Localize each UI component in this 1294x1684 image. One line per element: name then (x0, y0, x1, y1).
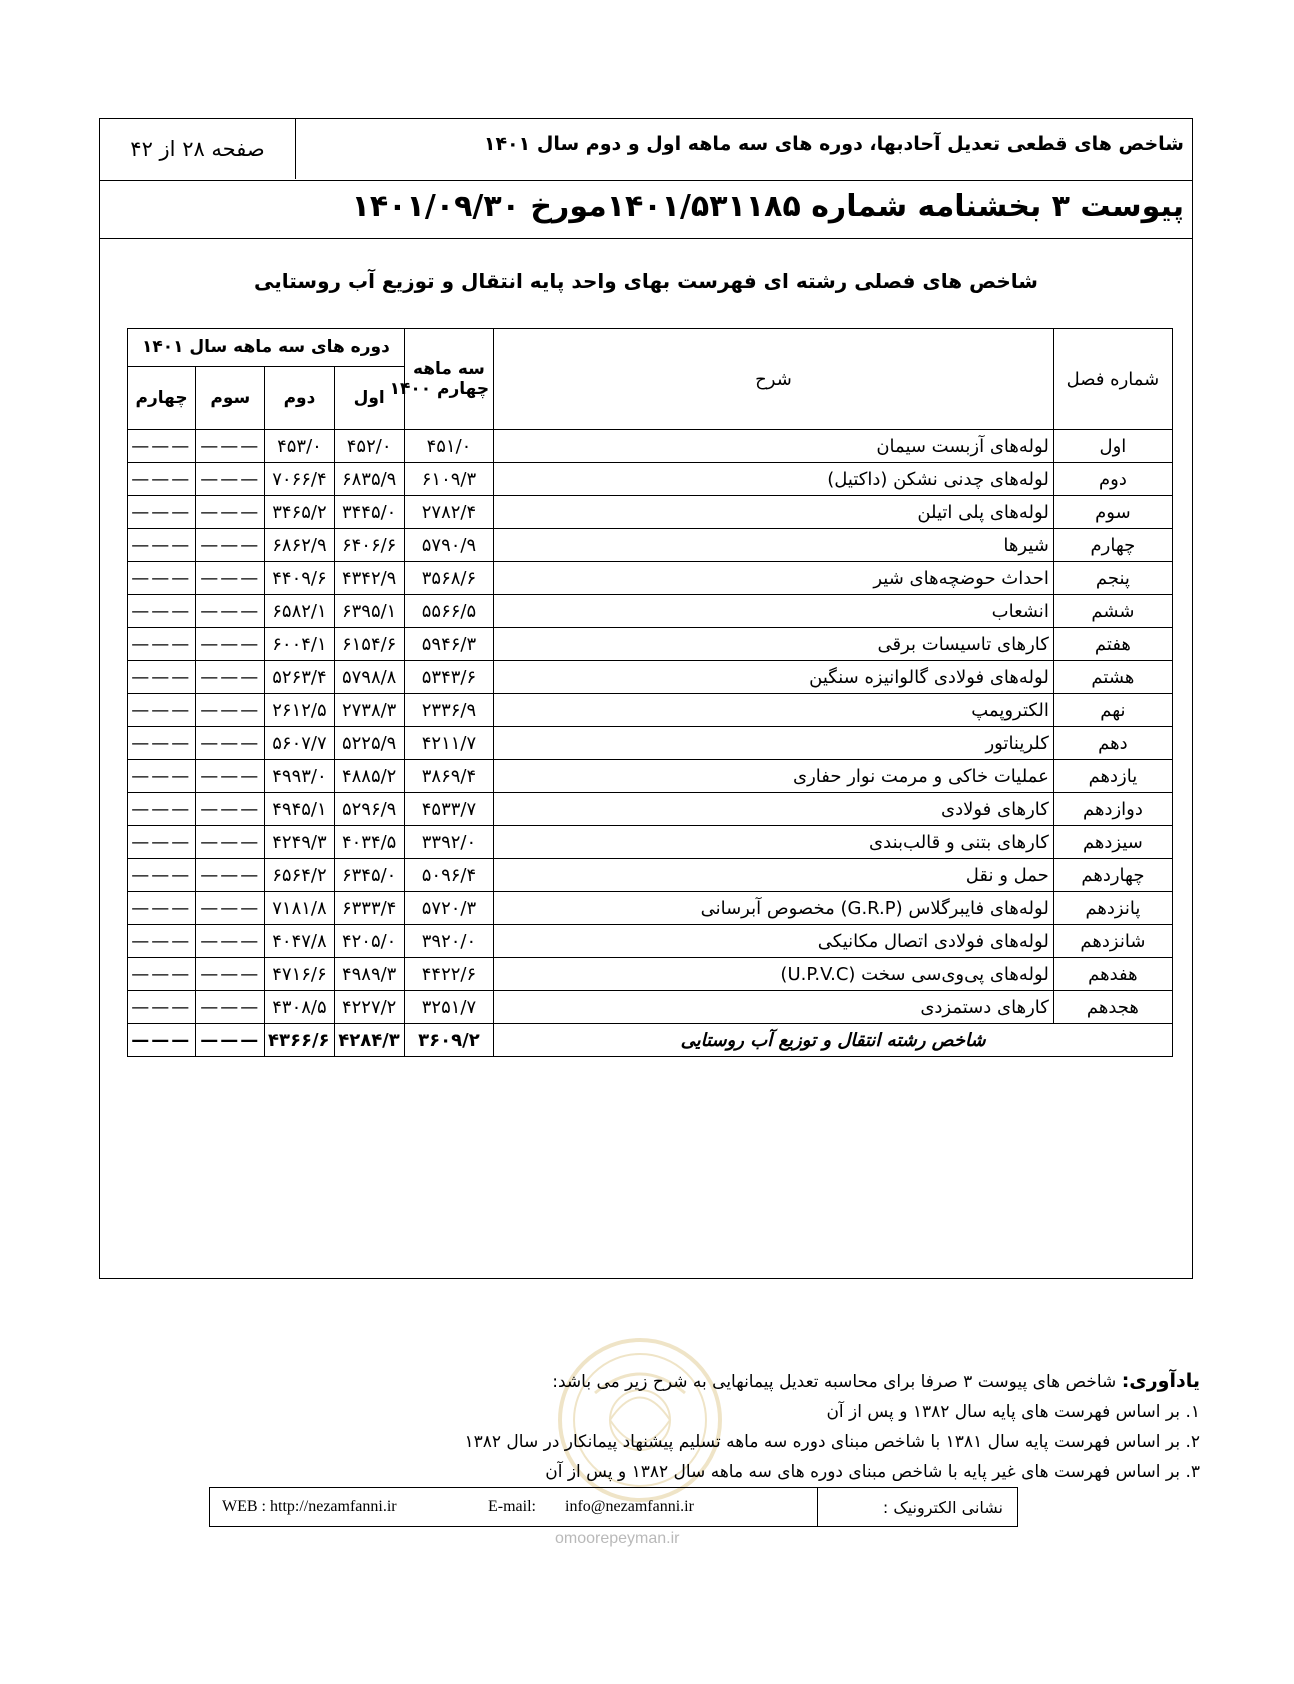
q3-cell: ——— (196, 595, 265, 628)
q2-cell: ۵۶۰۷/۷ (265, 727, 334, 760)
document-title: شاخص های قطعی تعدیل آحادبها، دوره های سه ماهه اول و دوم سال ۱۴۰۱ (483, 133, 1184, 155)
q3-cell: ——— (196, 496, 265, 529)
q3-cell: ——— (196, 760, 265, 793)
q3-cell: ——— (196, 661, 265, 694)
q3-cell: ——— (196, 991, 265, 1024)
q1-cell: ۴۳۴۲/۹ (334, 562, 404, 595)
table-row (128, 925, 1173, 958)
q3-cell: ——— (196, 694, 265, 727)
reminder-label: یادآوری: (1121, 1370, 1200, 1392)
chapter-cell: یازدهم (1053, 760, 1172, 793)
base-quarter-cell: ۴۲۱۱/۷ (404, 727, 493, 760)
q3-cell: ——— (196, 859, 265, 892)
website-link[interactable]: WEB : http://nezamfanni.ir (222, 1498, 397, 1515)
table-row (128, 694, 1173, 727)
header-base-line1: سه ماهه (412, 359, 485, 379)
description-cell: لوله‌های پی‌وی‌سی سخت (U.P.V.C) (494, 958, 1054, 991)
description-cell: عملیات خاکی و مرمت نوار حفاری (494, 760, 1054, 793)
q1-cell: ۶۳۴۵/۰ (334, 859, 404, 892)
q1-cell: ۴۲۰۵/۰ (334, 925, 404, 958)
table-row (128, 760, 1173, 793)
base-quarter-cell: ۵۳۴۳/۶ (404, 661, 493, 694)
q2-cell: ۶۸۶۲/۹ (265, 529, 334, 562)
table-row (128, 727, 1173, 760)
base-quarter-cell: ۲۳۳۶/۹ (404, 694, 493, 727)
q3-cell: ——— (196, 958, 265, 991)
chapter-cell: پانزدهم (1053, 892, 1172, 925)
q2-cell: ۷۰۶۶/۴ (265, 463, 334, 496)
q2-cell: ۴۳۰۸/۵ (265, 991, 334, 1024)
total-row (128, 1024, 1173, 1057)
base-quarter-cell: ۶۱۰۹/۳ (404, 463, 493, 496)
q4-cell: ——— (128, 661, 196, 694)
q3-cell: ——— (196, 826, 265, 859)
base-quarter-cell: ۳۳۹۲/۰ (404, 826, 493, 859)
reminder-item-1: ۱. بر اساس فهرست های پایه سال ۱۳۸۲ و پس از آن (826, 1402, 1200, 1422)
header-q3: سوم (196, 366, 265, 429)
q2-cell: ۶۵۸۲/۱ (265, 595, 334, 628)
description-cell: لوله‌های فولادی اتصال مکانیکی (494, 925, 1054, 958)
q1-cell: ۴۸۸۵/۲ (334, 760, 404, 793)
email-label: E-mail: (488, 1498, 536, 1515)
base-quarter-cell: ۳۲۵۱/۷ (404, 991, 493, 1024)
table-row (128, 529, 1173, 562)
q1-cell: ۶۱۵۴/۶ (334, 628, 404, 661)
q2-cell: ۳۴۶۵/۲ (265, 496, 334, 529)
q1-cell: ۴۰۳۴/۵ (334, 826, 404, 859)
q3-cell: ——— (196, 430, 265, 463)
chapter-cell: هفتم (1053, 628, 1172, 661)
chapter-cell: شانزدهم (1053, 925, 1172, 958)
header-q1: اول (334, 366, 404, 429)
chapter-cell: چهاردهم (1053, 859, 1172, 892)
total-q3: ——— (196, 1024, 265, 1057)
q4-cell: ——— (128, 727, 196, 760)
reminder-notes (465, 1366, 1201, 1487)
q1-cell: ۶۸۳۵/۹ (334, 463, 404, 496)
table-row (128, 826, 1173, 859)
index-table (127, 328, 1173, 1057)
table-row (128, 991, 1173, 1024)
q3-cell: ——— (196, 562, 265, 595)
total-q4: ——— (128, 1024, 196, 1057)
description-cell: کارهای دستمزدی (494, 991, 1054, 1024)
table-row (128, 859, 1173, 892)
description-cell: الکتروپمپ (494, 694, 1054, 727)
description-cell: لوله‌های فولادی گالوانیزه سنگین (494, 661, 1054, 694)
chapter-cell: هشتم (1053, 661, 1172, 694)
base-quarter-cell: ۴۵۱/۰ (404, 430, 493, 463)
chapter-cell: اول (1053, 430, 1172, 463)
total-description: شاخص رشته انتقال و توزیع آب روستایی (494, 1024, 1173, 1057)
table-row (128, 793, 1173, 826)
description-cell: حمل و نقل (494, 859, 1054, 892)
table-row (128, 562, 1173, 595)
q1-cell: ۵۲۹۶/۹ (334, 793, 404, 826)
q4-cell: ——— (128, 925, 196, 958)
q3-cell: ——— (196, 628, 265, 661)
base-quarter-cell: ۵۹۴۶/۳ (404, 628, 493, 661)
table-row (128, 463, 1173, 496)
q4-cell: ——— (128, 826, 196, 859)
description-cell: لوله‌های چدنی نشکن (داکتیل) (494, 463, 1054, 496)
q4-cell: ——— (128, 628, 196, 661)
q1-cell: ۴۵۲/۰ (334, 430, 404, 463)
q1-cell: ۶۳۳۳/۴ (334, 892, 404, 925)
circular-title: پیوست ۳ بخشنامه شماره ۱۴۰۱/۵۳۱۱۸۵مورخ ۱۴۰۱/۰۹/۳۰ (351, 189, 1184, 224)
description-cell: لوله‌های آزبست سیمان (494, 430, 1054, 463)
header-q4: چهارم (128, 366, 196, 429)
total-q2: ۴۳۶۶/۶ (265, 1024, 334, 1057)
table-row (128, 628, 1173, 661)
q2-cell: ۴۷۱۶/۶ (265, 958, 334, 991)
total-base: ۳۶۰۹/۲ (404, 1024, 493, 1057)
chapter-cell: نهم (1053, 694, 1172, 727)
q2-cell: ۴۲۴۹/۳ (265, 826, 334, 859)
q4-cell: ——— (128, 595, 196, 628)
table-body (128, 430, 1173, 1024)
q3-cell: ——— (196, 925, 265, 958)
base-quarter-cell: ۴۵۳۳/۷ (404, 793, 493, 826)
header-base-line2: چهارم ۱۴۰۰ (389, 379, 490, 399)
q3-cell: ——— (196, 727, 265, 760)
table-row (128, 430, 1173, 463)
base-quarter-cell: ۴۴۲۲/۶ (404, 958, 493, 991)
reminder-intro: شاخص های پیوست ۳ صرفا برای محاسبه تعدیل پیمانهایی به شرح زیر می باشد: (552, 1372, 1122, 1392)
q1-cell: ۵۷۹۸/۸ (334, 661, 404, 694)
description-cell: لوله‌های فایبرگلاس (G.R.P) مخصوص آبرسانی (494, 892, 1054, 925)
q4-cell: ——— (128, 529, 196, 562)
q1-cell: ۳۴۴۵/۰ (334, 496, 404, 529)
electronic-address-label: نشانی الکترونیک : (817, 1488, 1017, 1526)
q2-cell: ۲۶۱۲/۵ (265, 694, 334, 727)
header-chapter: شماره فصل (1053, 329, 1172, 430)
description-cell: انشعاب (494, 595, 1054, 628)
table-row (128, 892, 1173, 925)
chapter-cell: دوم (1053, 463, 1172, 496)
chapter-cell: چهارم (1053, 529, 1172, 562)
q1-cell: ۴۹۸۹/۳ (334, 958, 404, 991)
chapter-cell: ششم (1053, 595, 1172, 628)
base-quarter-cell: ۳۸۶۹/۴ (404, 760, 493, 793)
q1-cell: ۲۷۳۸/۳ (334, 694, 404, 727)
table-title: شاخص های فصلی رشته ای فهرست بهای واحد پایه انتقال و توزیع آب روستایی (254, 269, 1038, 293)
q4-cell: ——— (128, 496, 196, 529)
q3-cell: ——— (196, 463, 265, 496)
q4-cell: ——— (128, 430, 196, 463)
description-cell: کارهای بتنی و قالب‌بندی (494, 826, 1054, 859)
q4-cell: ——— (128, 760, 196, 793)
header-description: شرح (494, 329, 1054, 430)
document-header (100, 119, 1192, 181)
watermark-site: omoorepeyman.ir (555, 1530, 680, 1547)
chapter-cell: دوازدهم (1053, 793, 1172, 826)
reminder-item-3: ۳. بر اساس فهرست های غیر پایه با شاخص مبنای دوره های سه ماهه سال ۱۳۸۲ و پس از آن (545, 1462, 1200, 1482)
chapter-cell: دهم (1053, 727, 1172, 760)
contact-footer (209, 1487, 1018, 1527)
description-cell: لوله‌های پلی اتیلن (494, 496, 1054, 529)
q2-cell: ۴۴۰۹/۶ (265, 562, 334, 595)
q2-cell: ۷۱۸۱/۸ (265, 892, 334, 925)
q4-cell: ——— (128, 793, 196, 826)
header-base-quarter (389, 329, 493, 430)
chapter-cell: هجدهم (1053, 991, 1172, 1024)
description-cell: شیرها (494, 529, 1054, 562)
q3-cell: ——— (196, 529, 265, 562)
q2-cell: ۴۵۳/۰ (265, 430, 334, 463)
base-quarter-cell: ۵۷۹۰/۹ (404, 529, 493, 562)
page-frame (99, 118, 1193, 1279)
email-link[interactable]: info@nezamfanni.ir (565, 1498, 694, 1515)
q4-cell: ——— (128, 859, 196, 892)
q1-cell: ۴۲۲۷/۲ (334, 991, 404, 1024)
q1-cell: ۶۴۰۶/۶ (334, 529, 404, 562)
q2-cell: ۶۰۰۴/۱ (265, 628, 334, 661)
base-quarter-cell: ۳۵۶۸/۶ (404, 562, 493, 595)
description-cell: کارهای فولادی (494, 793, 1054, 826)
q2-cell: ۶۵۶۴/۲ (265, 859, 334, 892)
header-quarters-group: دوره های سه ماهه سال ۱۴۰۱ (128, 329, 405, 367)
chapter-cell: سیزدهم (1053, 826, 1172, 859)
description-cell: احداث حوضچه‌های شیر (494, 562, 1054, 595)
q2-cell: ۴۰۴۷/۸ (265, 925, 334, 958)
q3-cell: ——— (196, 793, 265, 826)
reminder-item-2: ۲. بر اساس فهرست پایه سال ۱۳۸۱ با شاخص مبنای دوره سه ماهه تسلیم پیشنهاد پیمانکار در سال ۱۳۸۲ (464, 1432, 1200, 1452)
q3-cell: ——— (196, 892, 265, 925)
q1-cell: ۵۲۲۵/۹ (334, 727, 404, 760)
q4-cell: ——— (128, 991, 196, 1024)
base-quarter-cell: ۳۹۲۰/۰ (404, 925, 493, 958)
chapter-cell: هفدهم (1053, 958, 1172, 991)
q4-cell: ——— (128, 463, 196, 496)
q2-cell: ۵۲۶۳/۴ (265, 661, 334, 694)
q4-cell: ——— (128, 958, 196, 991)
base-quarter-cell: ۵۰۹۶/۴ (404, 859, 493, 892)
header-q2: دوم (265, 366, 334, 429)
chapter-cell: پنجم (1053, 562, 1172, 595)
table-row (128, 958, 1173, 991)
table-row (128, 595, 1173, 628)
circular-header (100, 181, 1192, 239)
q2-cell: ۴۹۴۵/۱ (265, 793, 334, 826)
description-cell: کارهای تاسیسات برقی (494, 628, 1054, 661)
q4-cell: ——— (128, 694, 196, 727)
q2-cell: ۴۹۹۳/۰ (265, 760, 334, 793)
chapter-cell: سوم (1053, 496, 1172, 529)
total-q1: ۴۲۸۴/۳ (334, 1024, 404, 1057)
base-quarter-cell: ۲۷۸۲/۴ (404, 496, 493, 529)
q4-cell: ——— (128, 892, 196, 925)
base-quarter-cell: ۵۵۶۶/۵ (404, 595, 493, 628)
description-cell: کلریناتور (494, 727, 1054, 760)
table-row (128, 496, 1173, 529)
table-row (128, 661, 1173, 694)
base-quarter-cell: ۵۷۲۰/۳ (404, 892, 493, 925)
q4-cell: ——— (128, 562, 196, 595)
page-number: صفحه ۲۸ از ۴۲ (100, 119, 296, 179)
q1-cell: ۶۳۹۵/۱ (334, 595, 404, 628)
